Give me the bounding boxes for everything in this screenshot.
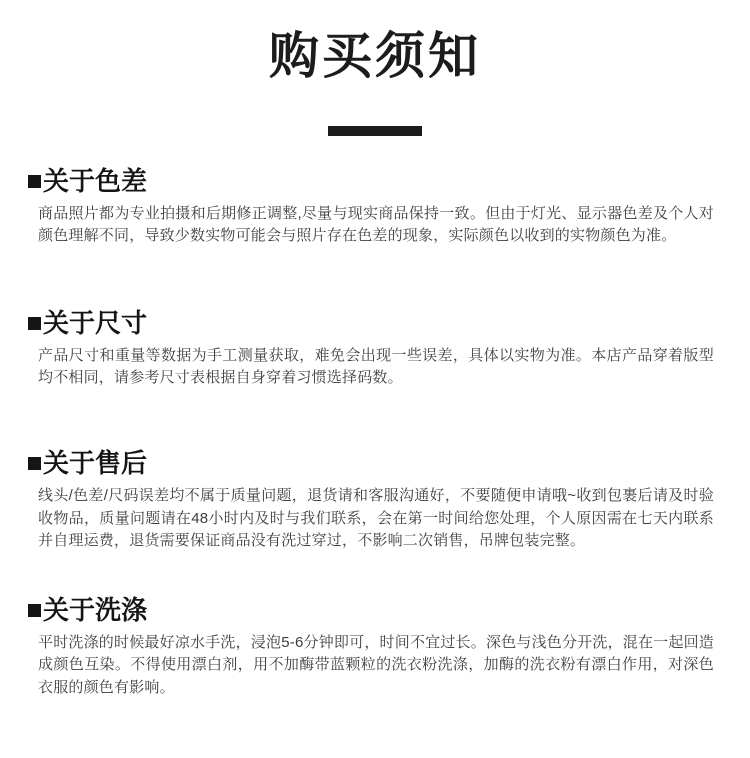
section-heading-label: 关于色差 — [43, 165, 148, 196]
section-heading-after-sales — [28, 448, 714, 479]
section-body-color-difference: 商品照片都为专业拍摄和后期修正调整,尽量与现实商品保持一致。但由于灯光、显示器色差及个人对颜色理解不同，导致少数实物可能会与照片存在色差的现象，实际颜色以收到的实物颜色为准。 — [38, 204, 714, 245]
page-title: 购买须知 — [269, 28, 481, 84]
title-divider — [328, 126, 422, 136]
section-heading-color-difference — [28, 166, 714, 197]
section-after-sales — [0, 448, 750, 553]
section-body-after-sales: 线头/色差/尺码误差均不属于质量问题，退货请和客服沟通好，不要随便申请哦~收到包裹后请及时验收物品，质量问题请在48小时内及时与我们联系，会在第一时间给您处理，个人原因需在七天内联系并自理运费，退货需要保证商品没有洗过穿过，不影响二次销售，吊牌包装完整。 — [38, 487, 714, 550]
square-bullet-icon — [28, 457, 41, 470]
section-body-washing: 平时洗涤的时候最好凉水手洗，浸泡5-6分钟即可，时间不宜过长。深色与浅色分开洗，混在一起回造成颜色互染。不得使用漂白剂，用不加酶带蓝颗粒的洗衣粉洗涤，加酶的洗衣粉有漂白作用，对深色衣服的颜色有影响。 — [38, 633, 714, 696]
section-heading-washing — [28, 595, 714, 626]
square-bullet-icon — [28, 604, 41, 617]
section-heading-size — [28, 308, 714, 339]
square-bullet-icon — [28, 317, 41, 330]
section-body-size: 产品尺寸和重量等数据为手工测量获取，难免会出现一些误差，具体以实物为准。本店产品穿着版型均不相同，请参考尺寸表根据自身穿着习惯选择码数。 — [38, 346, 714, 387]
section-washing — [0, 595, 750, 700]
section-heading-label: 关于尺寸 — [43, 307, 148, 338]
section-color-difference — [0, 166, 750, 248]
section-heading-label: 关于洗涤 — [43, 594, 148, 625]
section-heading-label: 关于售后 — [43, 447, 148, 478]
section-size — [0, 308, 750, 390]
square-bullet-icon — [28, 175, 41, 188]
